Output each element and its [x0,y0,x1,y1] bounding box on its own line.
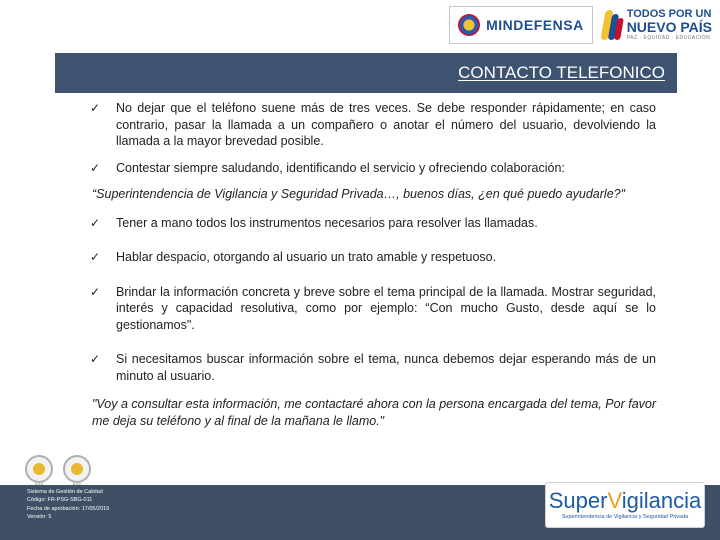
logo-main-accent: V [607,488,622,513]
header-logos [449,6,712,44]
bullet-item [90,284,656,334]
check-icon: ✓ [90,215,101,230]
gov-logo-line2: NUEVO PAÍS [626,19,712,35]
certification-seal-icon [25,455,53,483]
certification-seals [25,455,91,483]
bullet-text: Brindar la información concreta y breve sobre el tema principal de la llamada. Mostrar seguridad, interés y capacidad resolutiva, como por ejemplo: “Con mucho Gusto, desde aquí se lo gestionamos". [116,284,656,332]
coat-of-arms-icon [458,14,480,36]
bullet-item [90,100,656,150]
bullet-item [90,249,656,266]
mindefensa-logo-text: MINDEFENSA [486,17,584,33]
bullet-item [90,160,656,177]
bullet-text: Contestar siempre saludando, identificando el servicio y ofreciendo colaboración: [116,160,565,175]
logo-main-part2: igilancia [621,488,702,513]
bullet-text: No dejar que el teléfono suene más de tres veces. Se debe responder rápidamente; en caso contrario, pasar la llamada a un compañero o anotar el número del usuario, devolviendo la llamada a la mayor brevedad posible. [116,101,656,148]
page-title: CONTACTO TELEFONICO [458,63,665,82]
footer-line-3: Fecha de aprobación: 17/05/2016 [27,505,110,512]
footer-quality-info [27,488,109,521]
todos-por-un-nuevo-pais-logo [603,8,712,42]
bullet-item [90,351,656,384]
quote-text: "Voy a consultar esta información, me contactaré ahora con la persona encargada del tema, Por favor me deja su teléfono y al final de la mañana le llamo." [92,397,657,428]
todos-logo-mark-icon [603,8,623,42]
quote-text: “Superintendencia de Vigilancia y Seguridad Privada…, buenos días, ¿en qué puedo ayudarle?" [92,187,626,201]
footer-line-4: Versión: 5 [27,513,52,520]
content-list [90,100,656,429]
supervigilancia-logo [545,482,705,528]
title-bar [55,53,677,93]
bullet-text: Si necesitamos buscar información sobre el tema, nunca debemos dejar esperando más de un minuto al usuario. [116,352,656,383]
bullet-text: Hablar despacio, otorgando al usuario un trato amable y respetuoso. [116,250,497,264]
check-icon: ✓ [90,160,101,175]
check-icon: ✓ [90,250,101,264]
mindefensa-logo [449,6,593,44]
gov-logo-line3: PAZ · EQUIDAD · EDUCACIÓN [626,35,711,41]
logo-subtitle: Superintendencia de Vigilancia y Seguridad Privada [561,514,689,520]
footer-line-2: Código: FR-PSG-SBG-011 [27,497,93,504]
check-icon: ✓ [90,284,101,299]
check-icon: ✓ [90,101,101,115]
bullet-item [90,215,656,232]
logo-main-part1: Super [548,488,608,513]
gov-logo-line1: TODOS POR UN [626,8,712,20]
bullet-text: Tener a mano todos los instrumentos necesarios para resolver las llamadas. [116,215,538,230]
check-icon: ✓ [90,352,101,366]
footer-line-1: Sistema de Gestión de Calidad [27,489,103,495]
certification-seal-icon [63,455,91,483]
